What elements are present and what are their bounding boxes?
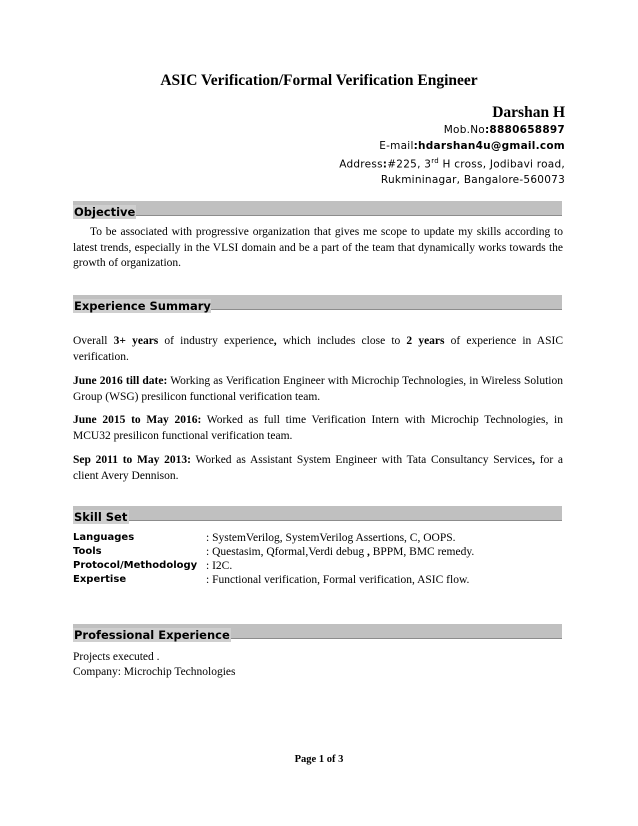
overall-text-4: of experience in ASIC verification.: [73, 335, 563, 363]
email-label: E-mail: [379, 139, 414, 152]
address-part-2: H cross, Jodibavi road,: [438, 158, 565, 171]
experience-date: June 2015 to May 2016:: [73, 414, 202, 426]
experience-date: June 2016 till date:: [73, 375, 168, 387]
skill-row: [73, 559, 563, 573]
resume-title: ASIC Verification/Formal Verification Engineer: [160, 72, 478, 89]
overall-comma: ,: [273, 335, 277, 347]
address-line-2: Rukmininagar, Bangalore-560073: [380, 174, 565, 186]
company-line: Company: Microchip Technologies: [73, 666, 236, 678]
experience-date: Sep 2011 to May 2013:: [73, 454, 191, 466]
skill-label: Languages: [73, 532, 135, 543]
skill-row: [73, 573, 563, 587]
objective-heading-bar: [73, 201, 562, 219]
skill-label: Protocol/Methodology: [73, 560, 198, 571]
skill-value: [206, 545, 474, 559]
experience-comma: ,: [532, 454, 536, 466]
mobile-line: [339, 123, 565, 139]
experience-summary-heading: Experience Summary: [74, 299, 211, 313]
skill-label: Expertise: [73, 574, 127, 585]
email-line: [339, 139, 565, 155]
experience-text-2: for a client Avery Dennison.: [73, 454, 563, 482]
skill-value-part-1: : Questasim, Qformal,Verdi debug: [206, 546, 367, 558]
address-superscript: rd: [431, 157, 439, 165]
experience-summary-heading-bar: [73, 295, 562, 313]
overall-years: 3+ years: [113, 335, 159, 347]
skill-value-bold: ,: [366, 546, 370, 558]
overall-asic-years: 2 years: [406, 335, 445, 347]
address-line-1: [339, 154, 565, 173]
mobile-label: Mob.No: [443, 124, 485, 136]
experience-text: Worked as full time Verification Intern with Microchip Technologies, in MCU32 presilicon functional verification team.: [73, 414, 563, 442]
skill-row: [73, 545, 563, 559]
objective-text: To be associated with progressive organization that gives me scope to update my skills according to latest trends, especially in the VLSI domain and be a part of the team that dynamically works towards the growth of organization.: [73, 226, 563, 269]
overall-text-2: of industry experience: [158, 335, 274, 347]
skill-value-part-2: BPPM, BMC remedy.: [369, 546, 475, 558]
objective-heading: Objective: [74, 205, 136, 219]
skill-value: : I2C.: [206, 560, 233, 572]
experience-text: Working as Verification Engineer with Microchip Technologies, in Wireless Solution Group (WSG) presilicon functional verification team.: [73, 375, 563, 403]
overall-text-3: which includes close to: [276, 335, 407, 347]
contact-block: [339, 103, 565, 189]
mobile-value: :8880658897: [484, 124, 565, 136]
overall-text-1: Overall: [73, 335, 114, 347]
skill-value: : SystemVerilog, SystemVerilog Assertions, C, OOPS.: [206, 532, 456, 544]
professional-experience-heading: Professional Experience: [74, 628, 230, 642]
overall-experience: [73, 334, 563, 365]
skill-set-heading-bar: [73, 506, 562, 524]
skill-row: [73, 531, 563, 545]
experience-text: Worked as Assistant System Engineer with Tata Consultancy Services: [190, 454, 533, 466]
page-number: Page 1 of 3: [294, 754, 344, 765]
candidate-name: Darshan H: [492, 104, 565, 121]
address-part-1: #225, 3: [387, 158, 432, 171]
experience-entry: [73, 374, 563, 405]
experience-entry: [73, 413, 563, 444]
email-value: :hdarshan4u@gmail.com: [413, 139, 565, 152]
address-label: Address: [339, 158, 383, 171]
skill-label: Tools: [73, 546, 102, 557]
address-colon: :: [382, 158, 388, 171]
skill-table: [73, 531, 563, 587]
experience-entry: [73, 453, 563, 484]
skill-set-heading: Skill Set: [74, 510, 128, 524]
projects-executed-line: Projects executed .: [73, 651, 160, 663]
skill-value: : Functional verification, Formal verification, ASIC flow.: [206, 574, 470, 586]
professional-experience-heading-bar: [73, 624, 562, 642]
